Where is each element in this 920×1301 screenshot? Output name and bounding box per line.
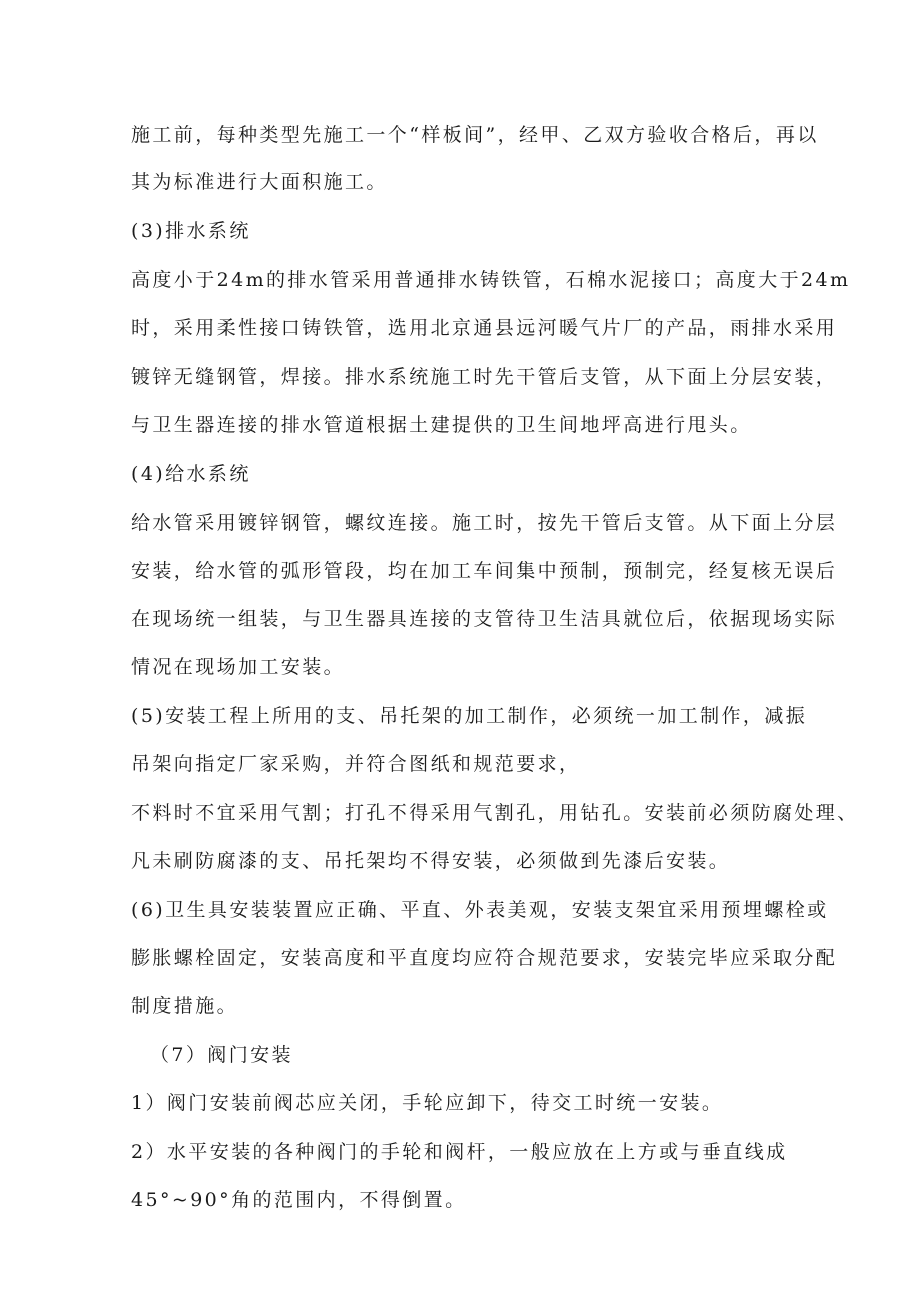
text-line: 施工前，每种类型先施工一个“样板间”，经甲、乙双方验收合格后，再以 [131, 124, 819, 146]
text-line: 45°~90°角的范围内，不得倒置。 [131, 1189, 467, 1211]
text-line: 2）水平安装的各种阀门的手轮和阀杆，一般应放在上方或与垂直线成 [131, 1141, 788, 1163]
text-line: 高度小于24m的排水管采用普通排水铸铁管，石棉水泥接口；高度大于24m [131, 269, 851, 291]
text-line: 吊架向指定厂家采购，并符合图纸和规范要求， [131, 753, 581, 775]
text-line: 膨胀螺栓固定，安装高度和平直度均应符合规范要求，安装完毕应采取分配 [131, 947, 838, 969]
text-line: 在现场统一组装，与卫生器具连接的支管待卫生洁具就位后，依据现场实际 [131, 608, 838, 630]
text-line: (6)卫生具安装装置应正确、平直、外表美观，安装支架宜采用预埋螺栓或 [131, 899, 829, 921]
text-line: 与卫生器连接的排水管道根据土建提供的卫生间地坪高进行甩头。 [131, 414, 752, 436]
text-line: 制度措施。 [131, 995, 239, 1017]
text-line: 情况在现场加工安装。 [131, 656, 346, 678]
section-heading: (3)排水系统 [131, 220, 251, 242]
text-line: 凡未刷防腐漆的支、吊托架均不得安装，必须做到先漆后安装。 [131, 850, 731, 872]
text-line: (5)安装工程上所用的支、吊托架的加工制作，必须统一加工制作，减振 [131, 705, 808, 727]
section-heading: (4)给水系统 [131, 463, 251, 485]
text-line: 给水管采用镀锌钢管，螺纹连接。施工时，按先干管后支管。从下面上分层 [131, 512, 838, 534]
text-line: 时，采用柔性接口铸铁管，选用北京通县远河暖气片厂的产品，雨排水采用 [131, 317, 838, 339]
text-line: 镀锌无缝钢管，焊接。排水系统施工时先干管后支管，从下面上分层安装， [131, 366, 838, 388]
text-line: 其为标准进行大面积施工。 [131, 171, 388, 193]
text-line: 不料时不宜采用气割；打孔不得采用气割孔，用钻孔。安装前必须防腐处理、 [131, 802, 859, 824]
text-line: 1）阀门安装前阀芯应关闭，手轮应卸下，待交工时统一安装。 [131, 1092, 724, 1114]
section-heading: （7）阀门安装 [150, 1044, 293, 1066]
text-line: 安装，给水管的弧形管段，均在加工车间集中预制，预制完，经复核无误后 [131, 560, 838, 582]
